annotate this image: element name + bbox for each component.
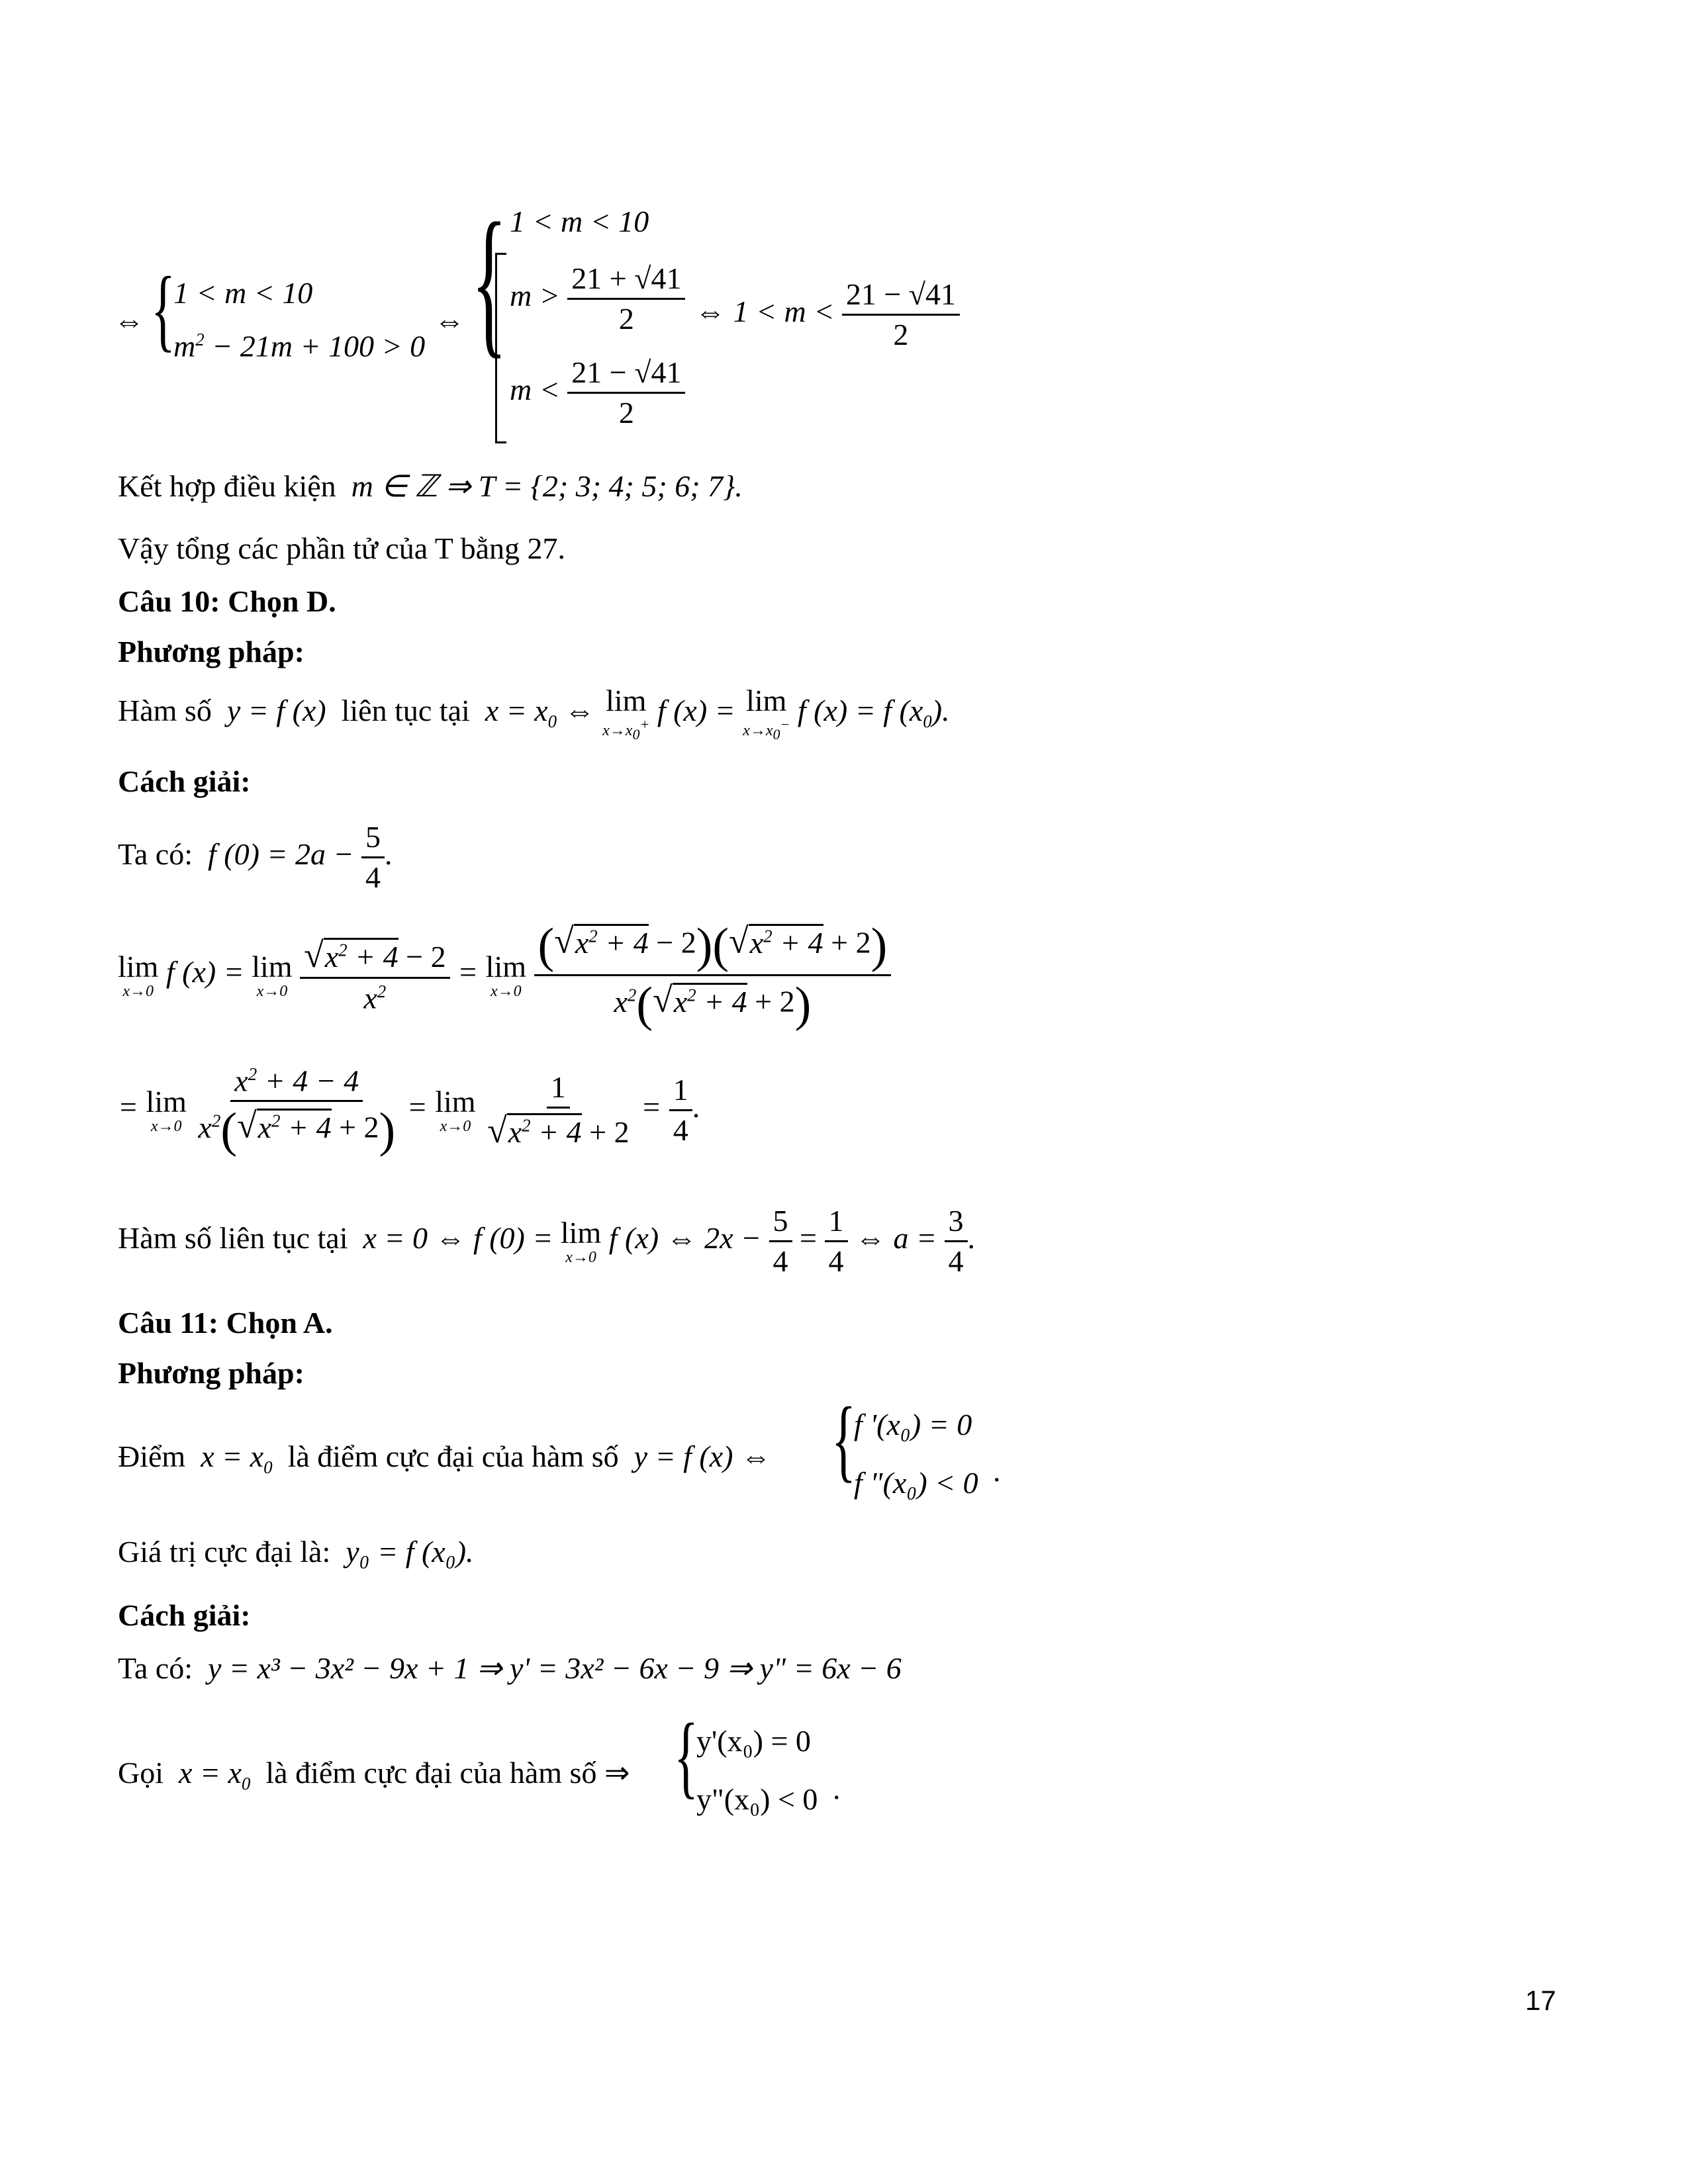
system1-row2: $m^2 - 21m + 100 > 0$ — [173, 329, 426, 363]
q11-brace-1: { — [831, 1388, 856, 1491]
q11-taco-line: Ta có: y = x³ − 3x² − 9x + 1 ⇒ y' = 3x² − 6x − 9 ⇒ y" = 6x − 6 — [118, 1651, 902, 1685]
q10-limit-line-1: lim x→0 f (x) = lim x→0 $\frac{√x^2 + 4 - 2}{x^2}$ = lim x→0 $\frac{(√x^2 + 4 - 2)(√x^2 + 4 + 2)}{x^2(√x^2 + 4 + 2)}$ — [118, 921, 891, 1029]
q10-method-line: Hàm số y = f (x) liên tục tại $x = x_0$ ⇔ lim $x\to x_0^+$ f (x) = lim $x\to x_0^-$ f (x) = f $(x_0)$. — [118, 684, 950, 743]
system2-row2: m > $\frac{21 + √41}{2}$ — [510, 263, 685, 334]
q11-solution-label: Cách giải: — [118, 1598, 251, 1632]
page-number: 17 — [1525, 1985, 1556, 2016]
line-ket-hop: Kết hợp điều kiện m ∈ ℤ ⇒ T = {2; 3; 4; 5; 6; 7}. — [118, 469, 743, 503]
result-1: ⇔ 1 < m < $\frac{21 - √41}{2}$ — [695, 279, 960, 350]
equiv-arrow-2: ⇔ — [434, 304, 465, 338]
q11-goi-line: Gọi $x = x_0$ là điểm cực đại của hàm số ⇒ — [118, 1756, 630, 1794]
q11-gcond2: y"(x₀) < 0 — [696, 1782, 818, 1816]
q11-brace-2: { — [674, 1705, 698, 1807]
q11-cond2: f "(x₀) < 0 — [854, 1466, 978, 1500]
q10-method-label: Phương pháp: — [118, 635, 305, 668]
bracket-left — [495, 253, 506, 443]
system1-row1: 1 < m < 10 — [173, 276, 313, 310]
q11-cond-period: . — [993, 1454, 1001, 1488]
system-brace-2: { — [471, 189, 507, 373]
equiv-arrow-1: ⇔ — [114, 304, 144, 338]
q11-title: Câu 11: Chọn A. — [118, 1306, 333, 1340]
q11-point-line: Điểm $x = x_0$ là điểm cực đại của hàm số y = f (x) ⇔ — [118, 1439, 771, 1478]
system2-row3: m < $\frac{21 - √41}{2}$ — [510, 357, 685, 428]
system2-row1: 1 < m < 10 — [510, 205, 649, 238]
q10-limit-line-2: = lim x→0 $\frac{x^2 + 4 - 4}{x^2(√x^2 + 4 + 2)}$ = lim x→0 $\frac{1}{√x^2 + 4 + 2}$ = $\frac{1}{4}$ . — [118, 1064, 700, 1158]
q10-conclusion: Hàm số liên tục tại x = 0 ⇔ f (0) = lim x→0 f (x) ⇔ 2x − $\frac{5}{4}$ = $\frac{1}{4}$ ⇔ a = $\frac{3}{4}$ . — [118, 1204, 976, 1278]
q10-title: Câu 10: Chọn D. — [118, 584, 336, 618]
q11-cond1: f '(x₀) = 0 — [854, 1408, 972, 1441]
q11-gcond1: y'(x₀) = 0 — [696, 1724, 811, 1758]
system-brace-1: { — [151, 258, 175, 361]
q11-method-label: Phương pháp: — [118, 1356, 305, 1390]
q10-solution-label: Cách giải: — [118, 764, 251, 798]
q11-max-line: Giá trị cực đại là: y₀ = f (x₀). — [118, 1535, 474, 1569]
line-vay: Vậy tổng các phần tử của T bằng 27. — [118, 531, 565, 565]
q10-taco-line: Ta có: f (0) = 2a − $\frac{5}{4}$ . — [118, 820, 393, 894]
q11-gcond-period: . — [833, 1772, 841, 1805]
